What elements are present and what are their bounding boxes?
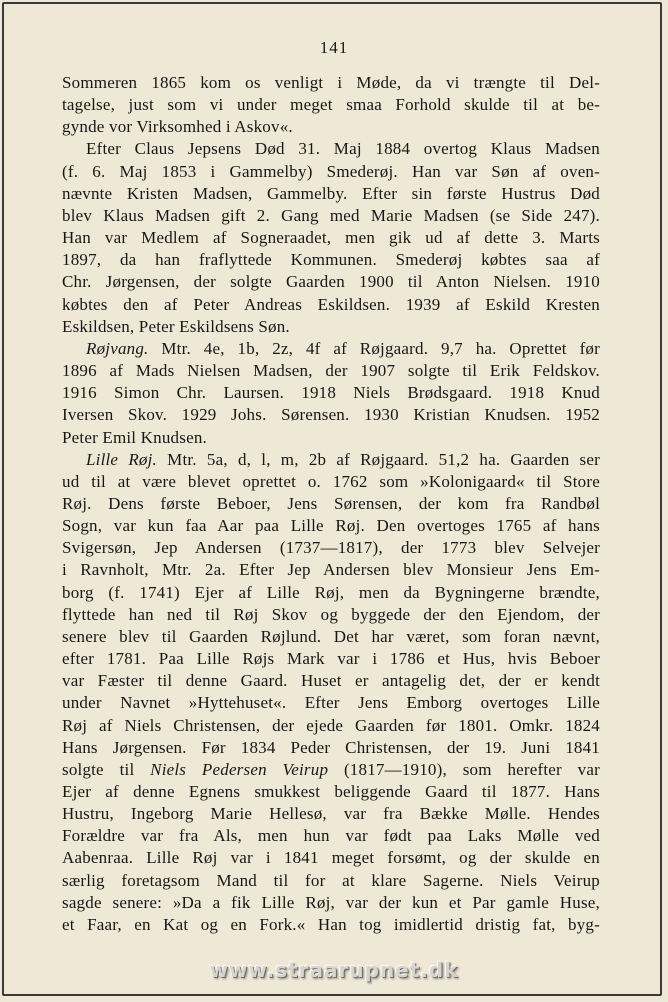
text-line: Han var Medlem af Sogneraadet, men gik ud af dette 3. Marts [62, 228, 600, 248]
text-line: 1896 af Mads Nielsen Madsen, der 1907 solgte til Erik Feldskov. [62, 361, 600, 381]
text-fragment: solgte til [62, 759, 151, 779]
text-line: Sogn, var kun faa Aar paa Lille Røj. Den overtoges 1765 af hans [62, 516, 600, 536]
italic-heading: Røjvang. [86, 338, 149, 358]
paragraph-lille-roj [62, 449, 600, 936]
website-watermark: www.straarupnet.dk [209, 958, 459, 982]
text-line: i Ravnholt, Mtr. 2a. Efter Jep Andersen blev Monsieur Jens Em- [62, 560, 600, 580]
text-line: Sommeren 1865 kom os venligt i Møde, da vi trængte til Del- [62, 73, 600, 92]
text-line: gynde vor Virksomhed i Askov«. [62, 117, 293, 137]
page-number: 141 [319, 38, 349, 57]
text-line: Iversen Skov. 1929 Johs. Sørensen. 1930 Kristian Knudsen. 1952 [62, 405, 600, 425]
italic-heading: Lille Røj. [86, 449, 157, 469]
text-line: ud til at være blevet oprettet o. 1762 som »Kolonigaard« til Store [62, 471, 600, 491]
text-line: Svigersøn, Jep Andersen (1737—1817), der 1773 blev Selvejer [62, 538, 600, 558]
text-line: var Fæster til denne Gaard. Huset er antagelig det, der er kendt [62, 671, 600, 691]
paragraph-1 [62, 72, 600, 138]
paragraph-2 [62, 138, 600, 337]
italic-name: Niels Pedersen Veirup [150, 759, 329, 779]
text-line: 1916 Simon Chr. Laursen. 1918 Niels Brødsgaard. 1918 Knud [62, 383, 600, 403]
text-line: Hustru, Ingeborg Marie Hellesø, var fra Bække Mølle. Hendes [62, 804, 600, 824]
text-line: borg (f. 1741) Ejer af Lille Røj, men da Bygningerne brændte, [62, 582, 600, 602]
text-line: Ejer af denne Egnens smukkest beliggende Gaard til 1877. Hans [62, 782, 600, 801]
text-line [62, 338, 600, 360]
text-line: blev Klaus Madsen gift 2. Gang med Marie Madsen (se Side 247). [62, 205, 600, 225]
text-line: Aabenraa. Lille Røj var i 1841 meget forsømt, og der skulde en [62, 848, 600, 868]
text-fragment: (1817—1910), som herefter var [328, 759, 600, 779]
text-line: nævnte Kristen Madsen, Gammelby. Efter sin første Hustrus Død [62, 183, 600, 203]
text-line: 1897, da han fraflyttede Kommunen. Smederøj købtes saa af [62, 250, 600, 270]
text-line: købtes den af Peter Andreas Eskildsen. 1939 af Eskild Kresten [62, 294, 600, 314]
text-fragment: Mtr. 5a, d, l, m, 2b af Røjgaard. 51,2 ha. Gaarden ser [156, 449, 600, 469]
text-line: efter 1781. Paa Lille Røjs Mark var i 1786 et Hus, hvis Beboer [62, 649, 600, 669]
paragraph-rojvang [62, 338, 600, 449]
text-line: Røj. Dens første Beboer, Jens Sørensen, der kom fra Randbøl [62, 493, 600, 513]
text-line: flyttede han ned til Røj Skov og byggede der den Ejendom, der [62, 604, 600, 624]
text-line: under Navnet »Hyttehuset«. Efter Jens Emborg overtoges Lille [62, 693, 600, 713]
text-line: Eskildsen, Peter Eskildsens Søn. [62, 316, 290, 336]
text-line: sagde senere: »Da a fik Lille Røj, var der kun et Par gamle Huse, [62, 892, 600, 912]
text-line: Chr. Jørgensen, der solgte Gaarden 1900 til Anton Nielsen. 1910 [62, 272, 600, 292]
text-line: tagelse, just som vi under meget smaa Forhold skulde til at be- [62, 95, 600, 115]
text-line [62, 449, 600, 471]
text-fragment: Mtr. 4e, 1b, 2z, 4f af Røjgaard. 9,7 ha. Oprettet før [148, 338, 600, 358]
text-line [62, 759, 600, 781]
text-line: Efter Claus Jepsens Død 31. Maj 1884 overtog Klaus Madsen [86, 139, 600, 159]
text-line: senere blev til Gaarden Røjlund. Det har været, som foran nævnt, [62, 626, 600, 646]
text-line: et Faar, en Kat og en Fork.« Han tog imidlertid dristig fat, byg- [62, 914, 600, 934]
text-line: Peter Emil Knudsen. [62, 427, 207, 447]
text-line: (f. 6. Maj 1853 i Gammelby) Smederøj. Han var Søn af oven- [62, 161, 600, 181]
text-line: Hans Jørgensen. Før 1834 Peder Christensen, der 19. Juni 1841 [62, 737, 600, 757]
text-line: Røj af Niels Christensen, der ejede Gaarden før 1801. Omkr. 1824 [62, 715, 600, 735]
body-text [62, 72, 600, 936]
text-line: Forældre var fra Als, men hun var født paa Laks Mølle ved [62, 826, 600, 846]
text-line: særlig foretagsom Mand til for at klare Sagerne. Niels Veirup [62, 870, 600, 890]
